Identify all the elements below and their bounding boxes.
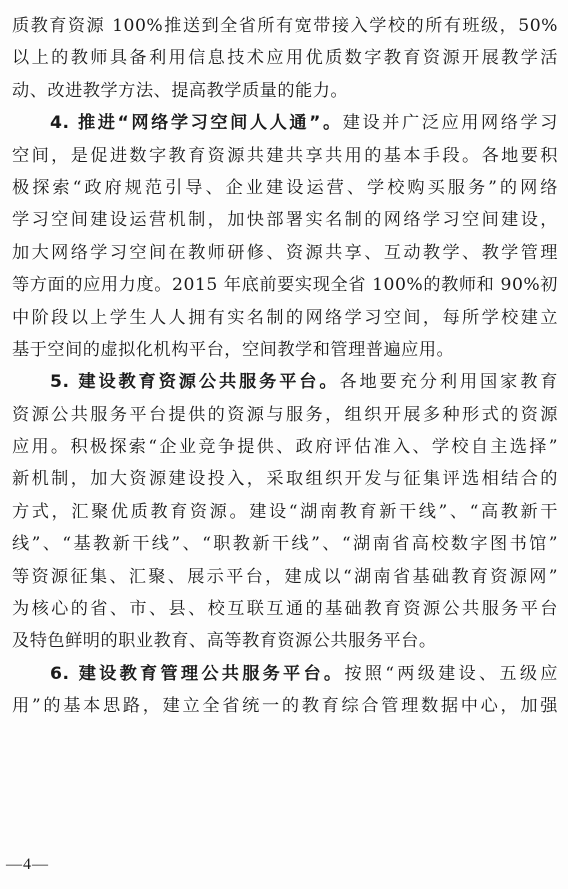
text-line: 质教育资源 100%推送到全省所有宽带接入学校的所有班级，50% [12,16,558,36]
section-6-line: 6. 建设教育管理公共服务平台。按照“两级建设、五级应 [50,663,558,684]
text-line: 等资源征集、汇聚、展示平台，建成以“湖南省基础教育资源网” [12,566,558,587]
text-line: 以上的教师具备利用信息技术应用优质数字教育资源开展教学活 [12,48,558,69]
text-line: 动、改进教学方法、提高教学质量的能力。 [12,80,349,101]
text-line: 及特色鲜明的职业教育、高等教育资源公共服务平台。 [12,631,437,652]
section-4-heading: 4. 推进“网络学习空间人人通”。 [50,113,343,134]
text-line: 新机制，加大资源建设投入，采取组织开发与征集评选相结合的 [12,469,558,490]
text-line: 中阶段以上学生人人拥有实名制的网络学习空间，每所学校建立 [12,307,558,328]
page-number: —4— [6,856,49,873]
section-5-heading: 5. 建设教育资源公共服务平台。 [50,372,340,393]
text-line: 基于空间的虚拟化机构平台，空间教学和管理普遍应用。 [12,339,455,360]
text-line: 等方面的应用力度。2015 年底前要实现全省 100%的教师和 90%初 [12,275,558,296]
section-6-heading: 6. 建设教育管理公共服务平台。 [50,663,345,684]
text-line: 应用。积极探索“企业竞争提供、政府评估准入、学校自主选择” [12,437,558,458]
text-line: 方式，汇聚优质教育资源。建设“湖南教育新干线”、“高教新干 [12,501,558,522]
text-line: 为核心的省、市、县、校互联互通的基础教育资源公共服务平台 [12,599,558,620]
section-5-line: 5. 建设教育资源公共服务平台。各地要充分利用国家教育 [50,372,558,393]
text-line: 线”、“基教新干线”、“职教新干线”、“湖南省高校数字图书馆” [12,534,558,555]
text-line: 资源公共服务平台提供的资源与服务，组织开展多种形式的资源 [12,404,558,425]
body-text [12,10,558,723]
text-line: 空间，是促进数字教育资源共建共享共用的基本手段。各地要积 [12,145,558,166]
text-line: 极探索“政府规范引导、企业建设运营、学校购买服务”的网络 [12,177,558,198]
text-line: 用”的基本思路，建立全省统一的教育综合管理数据中心，加强 [12,696,558,717]
text-line: 学习空间建设运营机制，加快部署实名制的网络学习空间建设， [12,210,558,231]
section-4-line: 4. 推进“网络学习空间人人通”。建设并广泛应用网络学习 [50,113,558,134]
text-line: 加大网络学习空间在教师研修、资源共享、互动教学、教学管理 [12,242,558,263]
